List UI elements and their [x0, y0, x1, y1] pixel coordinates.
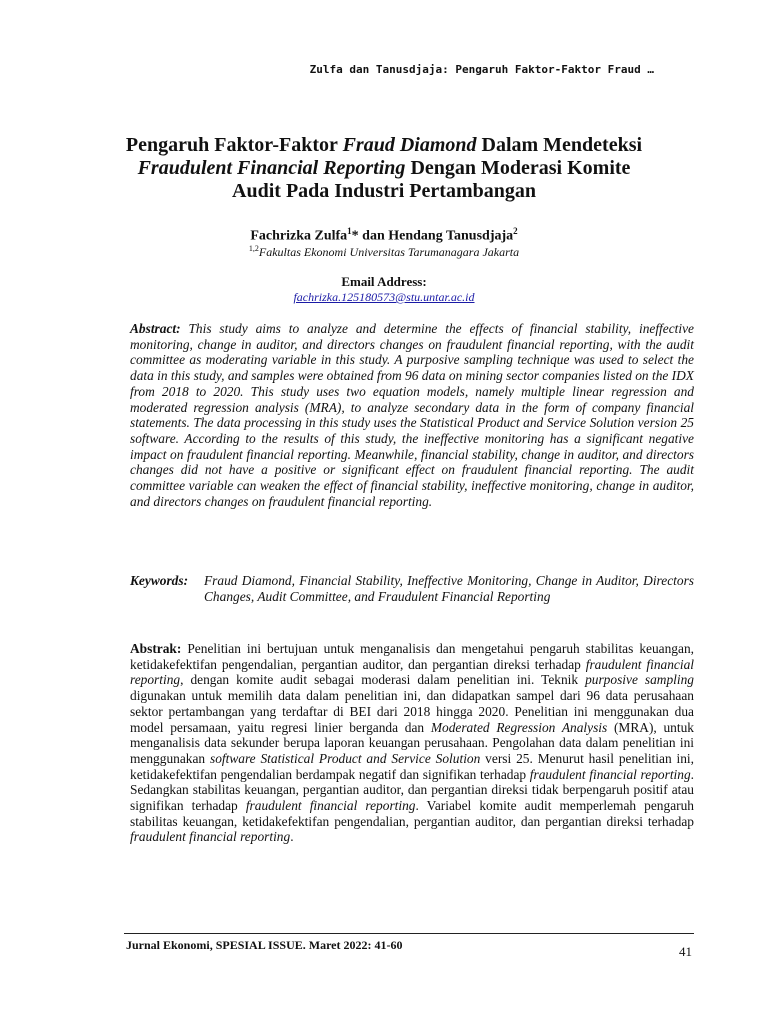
- affiliation-text: Fakultas Ekonomi Universitas Tarumanagara Jakarta: [258, 245, 520, 259]
- abstrak-text: , dengan komite audit sebagai moderasi dalam penelitian ini. Teknik: [180, 672, 586, 688]
- title-italic-term: Fraud Diamond: [342, 134, 477, 156]
- title-line-3: Audit Pada Industri Pertambangan: [232, 180, 536, 202]
- affiliation-marker: 1: [347, 226, 352, 236]
- author-name: Hendang Tanusdjaja: [388, 228, 514, 244]
- title-line-2: [120, 157, 648, 180]
- title-text: Dengan Moderasi Komite: [405, 157, 631, 179]
- abstrak-italic-term: fraudulent financial reporting: [529, 766, 691, 782]
- footer-journal-citation: Jurnal Ekonomi, SPESIAL ISSUE. Maret 2022: 41-60: [126, 938, 403, 952]
- affiliation-marker: 1,2: [248, 244, 259, 253]
- author-separator: * dan: [351, 228, 389, 244]
- abstrak-italic-term: fraudulent financial reporting: [245, 798, 416, 814]
- abstract-indonesian: [130, 641, 694, 845]
- title-text: Pengaruh Faktor-Faktor: [125, 134, 343, 156]
- abstrak-text: (MRA), untuk menganalisis data sekunder berupa laporan keuangan perusahaan. Pengolahan data dalam penelitian ini menggunakan: [130, 719, 694, 766]
- keywords-text: Fraud Diamond, Financial Stability, Ineffective Monitoring, Change in Auditor, Directors Changes, Audit Committee, and Fraudulent Financial Reporting: [204, 573, 694, 604]
- abstrak-italic-term: fraudulent financial reporting: [130, 656, 694, 688]
- keywords-label: Keywords:: [130, 573, 189, 588]
- abstrak-text: .: [290, 829, 294, 845]
- abstrak-text: digunakan untuk memilih data dalam penelitian ini, dan didapatkan sampel dari 96 data perusahaan sektor pertambangan yang terdaftar di BEI dari 2018 hingga 2020. Penelitian ini menggunakan dua model persamaan, yaitu regresi linier berganda dan: [130, 688, 694, 735]
- abstrak-label: Abstrak:: [130, 641, 182, 656]
- abstrak-italic-term: software Statistical Product and Service Solution: [209, 750, 481, 766]
- running-head: Zulfa dan Tanusdjaja: Pengaruh Faktor-Faktor Fraud …: [309, 63, 654, 76]
- abstrak-italic-term: fraudulent financial reporting: [130, 829, 291, 845]
- title-line-1: [120, 134, 648, 157]
- abstract-english: [130, 321, 694, 509]
- abstrak-italic-term: purposive sampling: [585, 672, 694, 688]
- email-label: Email Address:: [341, 274, 427, 289]
- abstract-label: Abstract:: [130, 321, 181, 336]
- abstrak-text: . Sedangkan stabilitas keuangan, pergantian auditor, dan pergantian direksi tidak berpengaruh positif atau signifikan terhadap: [130, 766, 695, 814]
- author-name: Fachrizka Zulfa: [250, 228, 348, 244]
- title-italic-term: Fraudulent Financial Reporting: [137, 157, 406, 179]
- abstrak-text: Penelitian ini bertujuan untuk menganalisis dan mengetahui pengaruh stabilitas keuangan, ketidakefektifan pengendalian, pergantian auditor, dan pergantian direksi terhadap: [130, 641, 694, 672]
- email-link[interactable]: fachrizka.125180573@stu.untar.ac.id: [293, 290, 475, 304]
- abstrak-text: . Variabel komite audit memperlemah pengaruh stabilitas keuangan, ketidakefektifan pengendalian, pergantian auditor, dan pergantian direksi terhadap: [130, 798, 694, 829]
- footer-rule: [124, 933, 694, 934]
- abstrak-text: versi 25. Menurut hasil penelitian ini, ketidakefektifan pengendalian berdampak negatif dan signifikan terhadap: [130, 750, 694, 782]
- affiliation: [100, 244, 668, 260]
- affiliation-marker: 2: [513, 226, 518, 236]
- paper-title: [120, 134, 648, 203]
- author-list: [100, 226, 668, 245]
- title-text: Dalam Mendeteksi: [476, 134, 643, 156]
- abstrak-italic-term: Moderated Regression Analysis: [430, 719, 608, 735]
- abstract-text: This study aims to analyze and determine the effects of financial stability, ineffective monitoring, change in auditor, and directors changes on fraudulent financial reporting, with the audit committee as moderating variable in this study. A purposive sampling technique was used to select the data in this study, and samples were obtained from 96 data on mining sector companies listed on the IDX from 2018 to 2020. This study uses two equation models, namely multiple linear regression and moderated regression analysis (MRA), to analyze secondary data in the form of company financial statements. The data processing in this study uses the Statistical Product and Service Solution version 25 software. According to the results of this study, the ineffective monitoring has a significant negative impact on fraudulent financial reporting. Meanwhile, financial stability, change in auditor, and directors changes did not have a positive or significant effect on fraudulent financial reporting. The audit committee variable can weaken the effect of financial stability, ineffective monitoring, change in auditor, and directors changes on fraudulent financial reporting.: [130, 321, 694, 509]
- page-number: 41: [679, 944, 692, 959]
